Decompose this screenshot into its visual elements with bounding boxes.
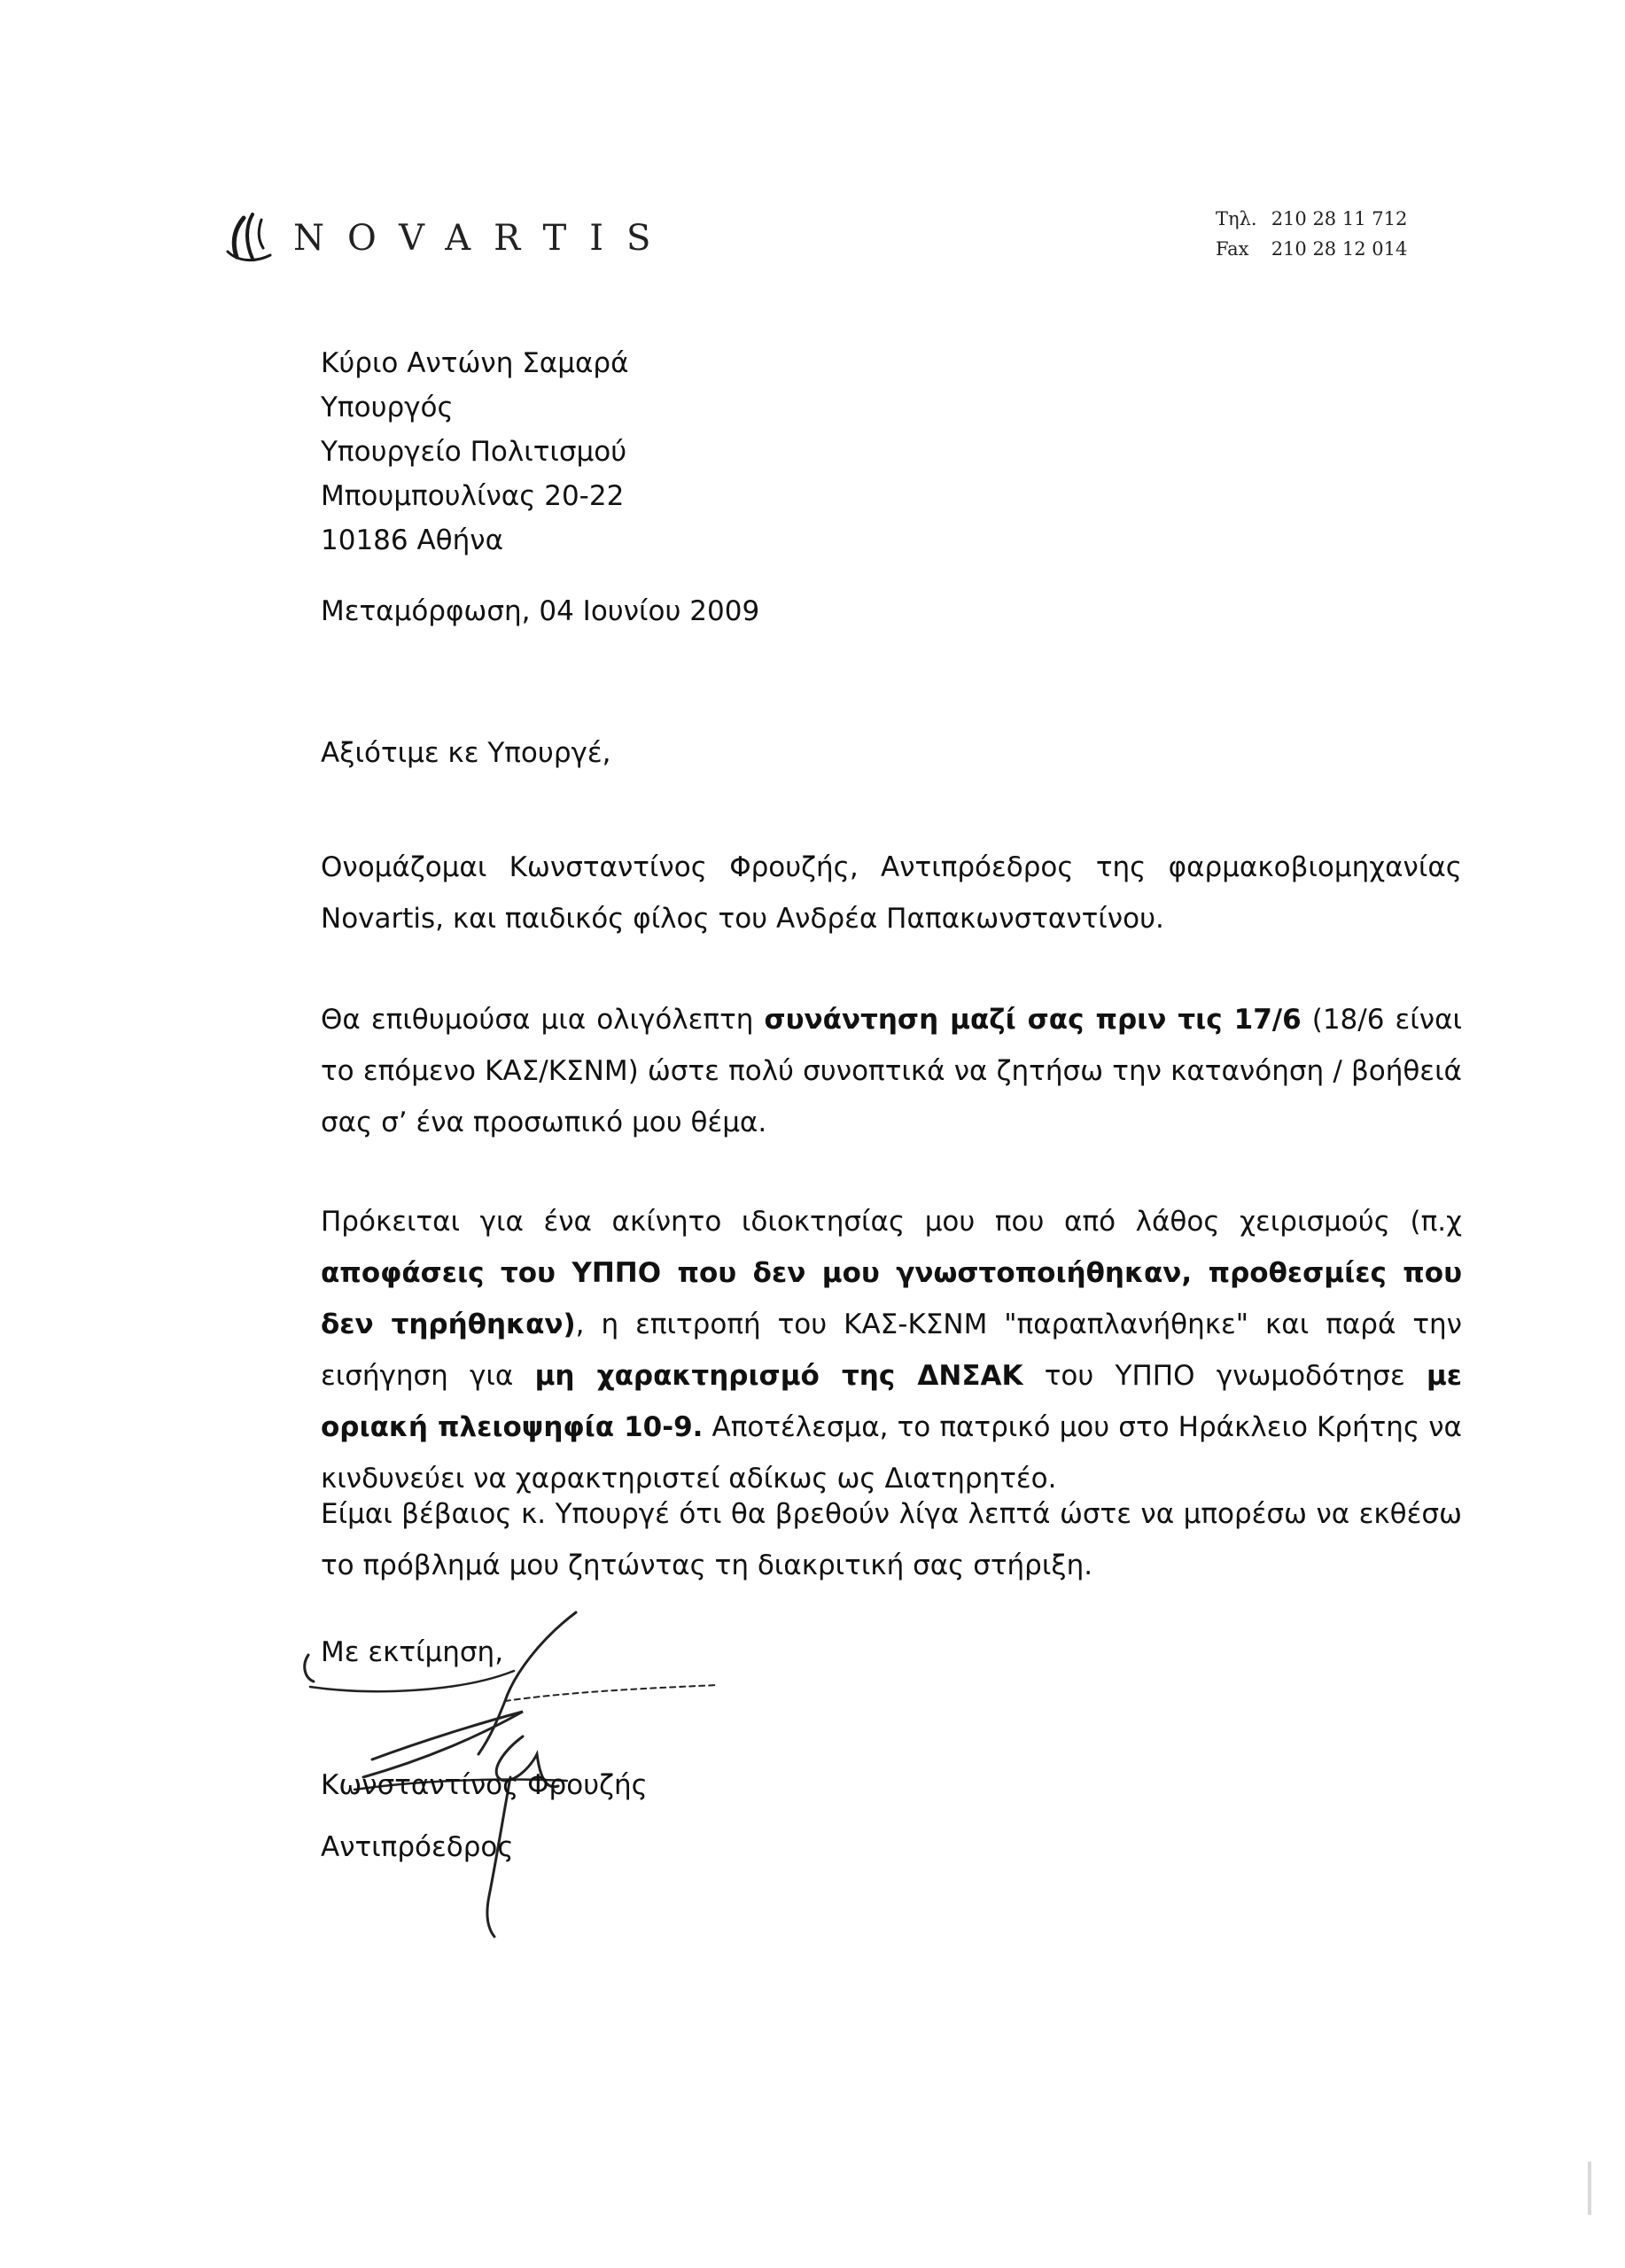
recipient-name: Κύριο Αντώνη Σαμαρά — [321, 347, 629, 379]
salutation: Αξιότιμε κε Υπουργέ, — [321, 737, 611, 769]
company-logo-text: NOVARTIS — [293, 218, 674, 259]
body-paragraph-2 — [321, 994, 1462, 1148]
fax-line — [1216, 234, 1408, 260]
phone-line — [1216, 204, 1407, 234]
body-paragraph-1: Ονομάζομαι Κωνσταντίνος Φρουζής, Αντιπρόεδρος της φαρμακοβιομηχανίας Novartis, και παιδικός φίλος του Ανδρέα Παπακωνσταντίνου. — [321, 851, 1462, 935]
scan-edge-mark — [1588, 2162, 1591, 2215]
closing: Με εκτίμηση, — [321, 1636, 504, 1668]
fax-label: Fax — [1216, 238, 1249, 260]
body-paragraph-3 — [321, 1196, 1462, 1504]
p3-text-3: του ΥΠΠΟ γνωμοδότησε — [1022, 1360, 1427, 1392]
fax-number: 210 28 12 014 — [1271, 238, 1408, 260]
recipient-street: Μπουμπουλίνας 20-22 — [321, 480, 625, 512]
recipient-ministry: Υπουργείο Πολιτισμού — [321, 436, 627, 468]
place-date: Μεταμόρφωση, 04 Ιουνίου 2009 — [321, 595, 760, 627]
p3-bold-2: μη χαρακτηρισμό της ΔΝΣΑΚ — [534, 1360, 1023, 1392]
recipient-address — [321, 341, 629, 563]
p3-text-1: Πρόκειται για ένα ακίνητο ιδιοκτησίας μου που από λάθος χειρισμούς (π.χ — [321, 1206, 1462, 1238]
novartis-flame-icon — [226, 213, 279, 264]
p3-text-2: , η επιτροπή του ΚΑΣ-ΚΣΝΜ "παραπλανήθηκε" και παρά την εισήγηση για — [321, 1309, 1462, 1392]
phone-number: 210 28 11 712 — [1271, 208, 1408, 229]
contact-info — [1216, 204, 1408, 260]
signer-title: Αντιπρόεδρος — [321, 1831, 514, 1863]
recipient-title: Υπουργός — [321, 392, 454, 423]
letterhead-logo — [226, 213, 673, 264]
p3-text-4: Αποτέλεσμα, το πατρικό μου στο Ηράκλειο Κρήτης να κινδυνεύει να χαρακτηριστεί αδίκως ως Διατηρητέο. — [321, 1411, 1462, 1495]
phone-label: Τηλ. — [1216, 208, 1257, 229]
p2-bold-1: συνάντηση μαζί σας πριν τις 17/6 — [764, 1004, 1302, 1036]
p2-text-2: (18/6 είναι το επόμενο ΚΑΣ/ΚΣΝΜ) ώστε πολύ συνοπτικά να ζητήσω την κατανόηση / βοήθειά σας σ’ ένα προσωπικό μου θέμα. — [321, 1004, 1462, 1138]
recipient-city: 10186 Αθήνα — [321, 524, 504, 556]
signer-name: Κωνσταντίνος Φρουζής — [321, 1769, 648, 1801]
p3-bold-1: αποφάσεις του ΥΠΠΟ που δεν μου γνωστοποιήθηκαν, προθεσμίες που δεν τηρήθηκαν) — [321, 1257, 1462, 1340]
p3-bold-3: με οριακή πλειοψηφία 10-9. — [321, 1360, 1463, 1443]
body-paragraph-4: Είμαι βέβαιος κ. Υπουργέ ότι θα βρεθούν λίγα λεπτά ώστε να μπορέσω να εκθέσω το πρόβλημά μου ζητώντας τη διακριτική σας στήριξη. — [321, 1498, 1462, 1581]
p2-text-1: Θα επιθυμούσα μια ολιγόλεπτη — [321, 1004, 765, 1036]
